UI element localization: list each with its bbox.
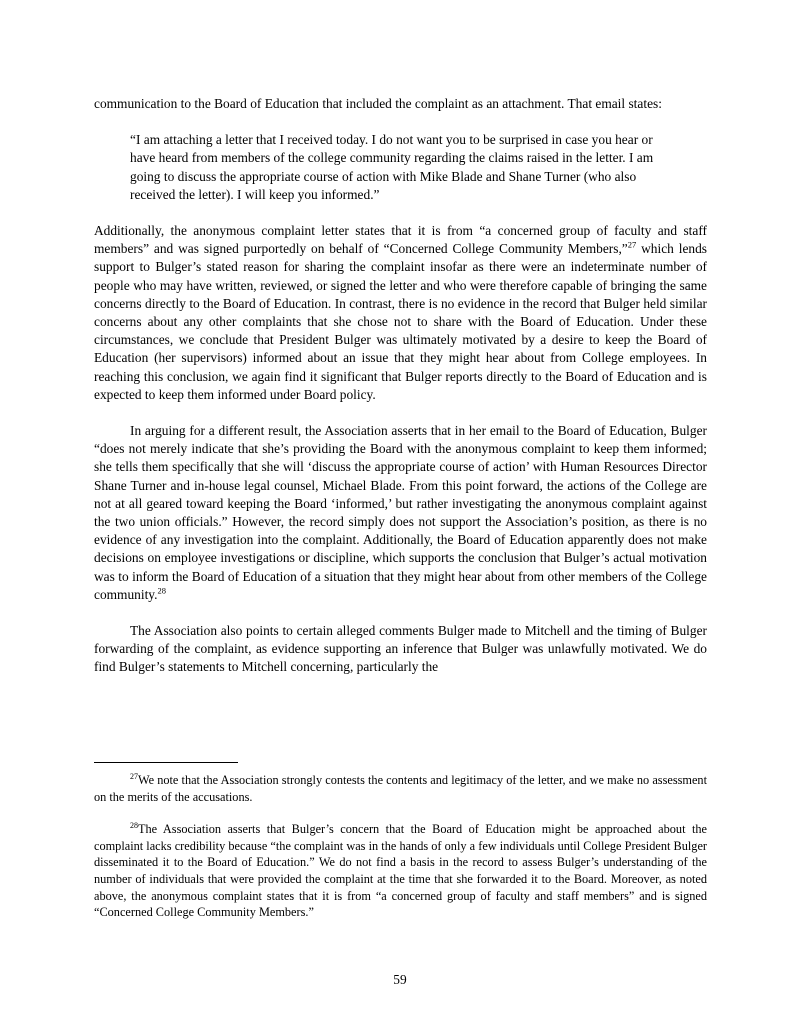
- email-block-quote: “I am attaching a letter that I received today. I do not want you to be surprised in case you hear or have heard from members of the college community regarding the claims raised in the letter. I am going to discuss the appropriate course of action with Mike Blade and Shane Turner (who also received the letter). I will keep you informed.”: [130, 132, 654, 202]
- footnote-separator-rule: [94, 762, 238, 763]
- footnote-27-text: We note that the Association strongly contests the contents and legitimacy of the letter, and we make no assessment on the merits of the accusations.: [94, 773, 707, 804]
- footnote-28: [94, 821, 707, 921]
- footnote-ref-28: 28: [157, 585, 166, 596]
- paragraph-additionally: [94, 222, 707, 404]
- paragraph-text: Additionally, the anonymous complaint letter states that it is from “a concerned group of faculty and staff members” and was signed purportedly on behalf of “Concerned College Community Members,”: [94, 223, 707, 257]
- page-body: [94, 95, 707, 695]
- footnotes-section: [94, 762, 707, 937]
- footnote-27: [94, 772, 707, 805]
- footnote-ref-27: 27: [627, 239, 637, 250]
- paragraph-association-points: The Association also points to certain alleged comments Bulger made to Mitchell and the timing of Bulger forwarding of the complaint, as evidence supporting an inference that Bulger was unlawfully motivated. We do find Bulger’s statements to Mitchell concerning, particularly the: [94, 623, 707, 675]
- paragraph-opening: communication to the Board of Education that included the complaint as an attachment. That email states:: [94, 96, 662, 111]
- footnote-28-text: The Association asserts that Bulger’s concern that the Board of Education might be approached about the complaint lacks credibility because “the complaint was in the hands of only a few individuals until College President Bulger disseminated it to the Board of Education.” We do not find a basis in the record to assess Bulger’s understanding of the number of individuals that were provided the complaint at the time that she forwarded it to the Board. Moreover, as noted above, the anonymous complaint states that it is from “a concerned group of faculty and staff members” and is signed “Concerned College Community Members.”: [94, 822, 707, 920]
- footnote-28-number: 28: [130, 821, 138, 831]
- paragraph-text: which lends support to Bulger’s stated reason for sharing the complaint insofar as there were an indeterminate number of people who may have written, reviewed, or signed the letter and who were therefore capable of bringing the same concerns directly to the Board of Education. In contrast, there is no evidence in the record that Bulger held similar concerns about any other complaints that she chose not to share with the Board of Education. Under these circumstances, we conclude that President Bulger was ultimately motivated by a desire to keep the Board of Education (her supervisors) informed about an issue that they might hear about from College employees. In reaching this conclusion, we again find it significant that Bulger reports directly to the Board of Education and is expected to keep them informed under Board policy.: [94, 241, 707, 402]
- paragraph-arguing: [94, 422, 707, 604]
- footnote-27-number: 27: [130, 771, 138, 781]
- page-number: 59: [393, 972, 407, 987]
- paragraph-text: In arguing for a different result, the Association asserts that in her email to the Board of Education, Bulger “does not merely indicate that she’s providing the Board with the anonymous complaint to keep them informed; she tells them specifically that she will ‘discuss the appropriate course of action’ with Human Resources Director Shane Turner and in-house legal counsel, Michael Blade. From this point forward, the actions of the College are not at all geared toward keeping the Board ‘informed,’ but rather investigating the anonymous complaint against the two union officials.” However, the record simply does not support the Association’s position, as there is no evidence of any investigation into the complaint. Additionally, the Board of Education apparently does not make decisions on employee investigations or discipline, which supports the conclusion that Bulger’s actual motivation was to inform the Board of Education of a situation that they might hear about from other members of the College community.: [94, 423, 707, 602]
